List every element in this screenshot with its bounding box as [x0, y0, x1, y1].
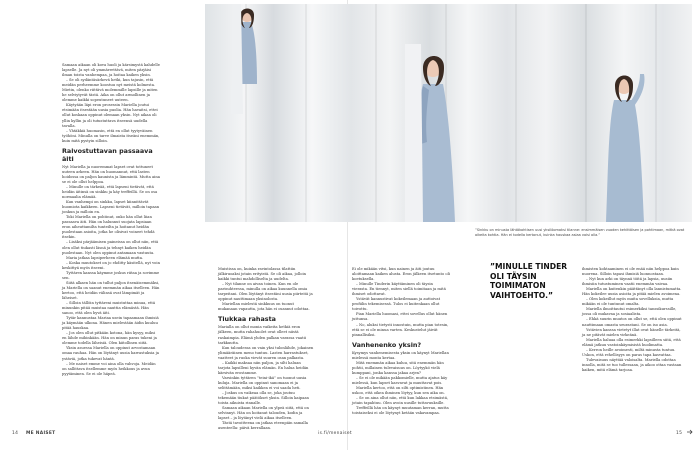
paragraph: – Nyt kun arki on täynnä töitä ja lapsia, uusiin ihmisiin tutustuminen vaatii enemmän vaivaa. — [582, 277, 673, 287]
curtain-fold — [305, 4, 307, 222]
paragraph: Kysymys vanhenemisesta yksin on käynyt Mariellan mielessä monta kertaa. — [352, 350, 449, 360]
paragraph: – Se ei ole mikään pakkomielle, mutta ajatus käy mielessä, kun lapset kasvavat ja muuttavat pois. — [352, 375, 448, 385]
paragraph: Mariellan mielestä sinkkuus on tuonut mukanaan vapautta, jota hän ei osannut odottaa. — [218, 302, 310, 312]
paragraph: Nyt Mariella ja nuoremmat lapset ovat tottuneet uuteen arkeen. Hän on huomannut, että lasten hoidossa on paljon kaunista ja lämmintä. Mutta aina se ei ole ollut helppoa. — [62, 164, 160, 184]
paragraph: – Minulle Tinderin käyttäminen oli täysin vierasta. En tiennyt, miten siellä toimitaan ja mitä ihmiset odottavat. — [352, 282, 446, 297]
website-label: is.fi/menaiset — [318, 431, 352, 436]
article-column-3 — [352, 267, 450, 416]
paragraph: – Yhtäkkiä huomasin, että en ollut tyytyväinen työhöni. Minulla on tarve ilmaista itseäni enemmän, kuin mitä pystyin silloin. — [62, 128, 160, 143]
subheading: Vanhenenko yksin? — [352, 340, 422, 349]
paragraph: Ystävien kanssa vietetyt illat ovat hänelle tärkeitä, ja ne pitävät mielen virkeänä. — [582, 327, 681, 337]
paragraph: ihmisten kohtaaminen ei ole enää niin helppoa kuin nuorena. Silloin tapasi ihmisiä luonnostaan. — [582, 267, 679, 277]
paragraph: Samaan aikaan oli kova huoli ja kärsimystä kahdelle lapselle. Ja nyt oli ymmärrettävä, miten pärjäisi ilman toista vanhempaa, ja hoitaa kaiken yksin. — [62, 63, 160, 78]
curtain-fold — [585, 4, 587, 222]
pull-quote: ”MINULLE TINDER OLI TÄYSIN TOIMIMATON VAIHTOEHTO.” — [490, 262, 568, 300]
magazine-name: ME NAISET — [26, 431, 56, 436]
woman-figure-3 — [600, 66, 650, 222]
article-column-4 — [582, 267, 682, 373]
paragraph: Marialla on ollut monia vaikeita hetkiä eron jälkeen, mutta rahahuolet ovat olleet niistä raskaimpia. Elämä yhden palkan varassa vaatii tarkkuutta. — [218, 325, 306, 345]
woman-figure-1 — [227, 4, 267, 124]
paragraph: – Joskus on vaikeaa olla se, joka joutuu tekemään tiukat päätökset yksin. Silloin kaipaan toista aikuista rinnalle. — [218, 391, 309, 406]
paragraph: – Jos olen ollut pitkään kotona, hän kysyy, miksi en lähde mihinkään. Hän on minun paras tukeni ja olemme todella läheisiä. Olen kiitollinen siitä. — [62, 331, 157, 346]
curtain-fold — [515, 4, 517, 222]
paragraph: Käytyään läpi eron prosessin Mariella joutui etsimään itsestään uusia puolia. Hän havaitsi, ettei ollut koskaan oppinut olemaan yksin. Nyt aikaa oli yllin kyllin ja oli tutustuttava itseensä uudella tavalla. — [62, 103, 158, 128]
hero-photo — [205, 4, 692, 222]
paragraph: Kun vanhempi on sinkku, lapset kiinnittävät huomiota kaikkeen. Lapseni tietävät, milloin tapaan jonkun ja milloin en. — [62, 200, 160, 215]
paragraph: Muistissa on, kuinka ravintolassa tilattiin jälkiruoaksi jotain erityistä. Se oli aikaa, jolloin kaikki tuntui mahdolliselta ja uudelta. — [218, 267, 307, 282]
paragraph: Pian Mariella huomasi, ettei sovellus ollut hänen juttunsa. — [352, 312, 448, 322]
paragraph: Kun taloudessa on vain yksi tulonlähde, jokainen ylimääräinen meno tuntuu. Lasten harrastukset, vaatteet ja ruoka vievät suuren osan palkasta. — [218, 345, 314, 360]
curtain-fold — [655, 4, 657, 222]
paragraph: Tytär kannustaa Mariaa usein tapaamaan ihmisiä ja käymään ulkona. Hänen mielestään äidin kuuluu pitää hauskaa. — [62, 316, 159, 331]
paragraph: Ystävät kannustivat kokeilemaan ja auttoivat profiilin tekemisessä. Tulos ei kuitenkaan ollut toivottu. — [352, 297, 441, 312]
page-number-right: 15 — [676, 431, 683, 436]
paragraph: – Se oli sydäntäsärkevä hetki, kun tajusin, että meidän perheemme koostuu nyt meistä kolmesta. Mietin, olenko riittävä molemmille lapsille ja miten he selviytyvät tästä. Aika on ollut armollinen ja olemme kaikki sopeutuneet uuteen. — [62, 78, 158, 103]
photo-caption: ”Sinkku on minusta lähtökohtisen uusi yksilöomaksi tilanne: ensimmäisen vuoden kehittäisen ja pohtimaan, mitkä ovat oikeita kohtia. Hän ei todella kertonut, kuinka hauskaa asiaa voisi olla.” — [475, 228, 685, 237]
paragraph: – Koska muutokset on jo ehditty käsitellä, nyt voin keskittyä myös itseeni. — [62, 260, 160, 270]
paragraph: – Me naiset emme voi aina olla vahvoja. Meidän on sallittava itsellemme myös heikkous ja avun pyytäminen. Se ei ole häpeä. — [62, 361, 156, 376]
paragraph: – Kerron heille avoimesti, miltä minusta tuntuu. Uskon, että rehellisyys on paras tapa kasvattaa. — [582, 347, 676, 357]
paragraph: – Olen kokeillut myös muita sovelluksia, mutta mikään ei ole tuntunut omalta. — [582, 297, 674, 307]
page-number-left: 14 — [12, 431, 19, 436]
paragraph: Ei ole mikään vitsi, kun nainen ja äiti joutuu aloittamaan kaiken alusta. Eron jälkeen itsetunto oli koetuksella. — [352, 267, 450, 282]
paragraph: Samaan aikaan Mariella on ylpeä siitä, että on selvinnyt. Hän on hoitanut talouden, kodin ja lapset – ja löytänyt vielä aikaa itselleen. — [218, 406, 309, 421]
paragraph: Mariella ilmoittautui esimerkiksi tanssikurssille, jossa oli mukavaa ja sosiaalista. — [582, 307, 677, 317]
paragraph: Mitä enemmän aikaa kuluu, sitä enemmän hän pohtii, millainen tulevaisuus on. Löytyykö vielä kumppani, jonka kanssa jakaa arjen? — [352, 360, 444, 375]
paragraph: – Kaikki maksaa niin paljon, ja silti haluan tarjota lapsilleni hyvän elämän. En halua heidän kärsivän erostamme. — [218, 360, 309, 375]
arrow-right-icon — [686, 428, 694, 436]
paragraph: – Minulle on tärkeää, että lapseni tietävät, että heidän äitinsä on sinkku ja käy treffeillä. Se on osa normaalia elämää. — [62, 184, 158, 200]
subheading: Raivostuttavan passaava äiti — [62, 146, 153, 163]
paragraph: Siitä alkaen hän on tullut paljon itsenäisemmäksi, ja Mariella on saanut enemmän aikaa itselleen. Hän kertoo, että heidän välinsä ovat lämpimät ja läheiset. — [62, 280, 160, 300]
woman-figure-2 — [405, 44, 465, 222]
paragraph: – No, aluksi tietysti innostuin, mutta pian totesin, että se ei ole minua varten. Keskustelut jäivät pinnallisiksi. — [352, 322, 449, 337]
paragraph: Tyttären kanssa käymme joskus riitaa ja sovimme sen. — [62, 270, 160, 280]
paragraph: Toki Mariella on pohtinut, onko hän ollut liian passaava äiti. Hän on halunnut suojata lapsiaan eron aiheuttamilta tunteilta ja hoitanut heidän puolestaan asioita, jotka he olisivat voineet tehdä itsekin. — [62, 215, 155, 240]
subheading: Tiukkaa rahasta — [218, 315, 276, 324]
curtain-fold — [375, 4, 377, 222]
paragraph: Yksin asuessa Mariella on oppinut arvostamaan omaa rauhaa. Hän on löytänyt uusia harrastuksia ja ystäviä, jotka tukevat häntä. — [62, 346, 159, 361]
paragraph: – Ehkä suurin muutos on ollut se, että olen oppinut nauttimaan omasta seurastani. Se on iso asia. — [582, 317, 682, 327]
paragraph: Tulevaisuus näyttää valoisalta. Mariella odottaa innolla, mitä se tuo tullessaan, ja aikoo ottaa vastaan kaiken, mitä elämä tarjoaa. — [582, 357, 682, 372]
paragraph: – Silloin tällöin tyttäreni muistuttaa minua, että minunkin pitää muistaa nauttia elämästä. Hän sanoo, että olen hyvä äiti. — [62, 301, 156, 316]
article-column-1 — [62, 63, 160, 377]
article-column-2 — [218, 267, 314, 431]
paragraph: Tästä tavoitteena on jatkaa eteenpäin samalla asenteella: päivä kerrallaan. — [218, 421, 308, 431]
paragraph: – Nyt tilanne on aivan toinen. Kun en ole parisuhteessa, minulla on aikaa kuunnella omia tarpeitani. Olen löytänyt itsestäni uusia piirteitä ja oppinut nauttimaan yksinolosta. — [218, 282, 313, 302]
paragraph: Varsinkin tyttären ”teini-ikä” on tuonut uusia kuluja. Mariella on oppinut sanomaan ei ja selittämään, miksi kaikkea ei voi saada heti. — [218, 375, 307, 390]
paragraph: Mariella haluaa olla esimerkki lapsilleen siitä, että elämä jatkuu vastoinkäymisistä huolimatta. — [582, 337, 681, 347]
paragraph: Mariella kertoo, että on silti optimistinen. Hän uskoo, että oikea ihminen löytyy, kun sen aika on. — [352, 385, 445, 396]
paragraph: Maria jatkaa lapsiperheen elämää mutta. — [66, 255, 144, 260]
paragraph: – Lisäksi pärjäämisen paineissa on ollut niin, että olen ollut tiukasti läsnä ja tehnyt kaiken heidän puolestaan. Nyt olen oppinut antamaan vastuuta. — [62, 240, 159, 255]
paragraph: Treffeillä hän on käynyt muutaman kerran, mutta toistaiseksi ei ole löytynyt ketään vakavampaa. — [352, 406, 449, 416]
paragraph: – Se on aina ollut niin, että kun lakkaa etsimästä, jotain tapahtuu. Olen avoin uusille tuttavuuksille. — [352, 396, 449, 406]
paragraph: Mariella on kuitenkin päättänyt olla lannistumatta. Hän kokeilee uusia asioita ja pitää mielen avoimena. — [582, 287, 682, 297]
